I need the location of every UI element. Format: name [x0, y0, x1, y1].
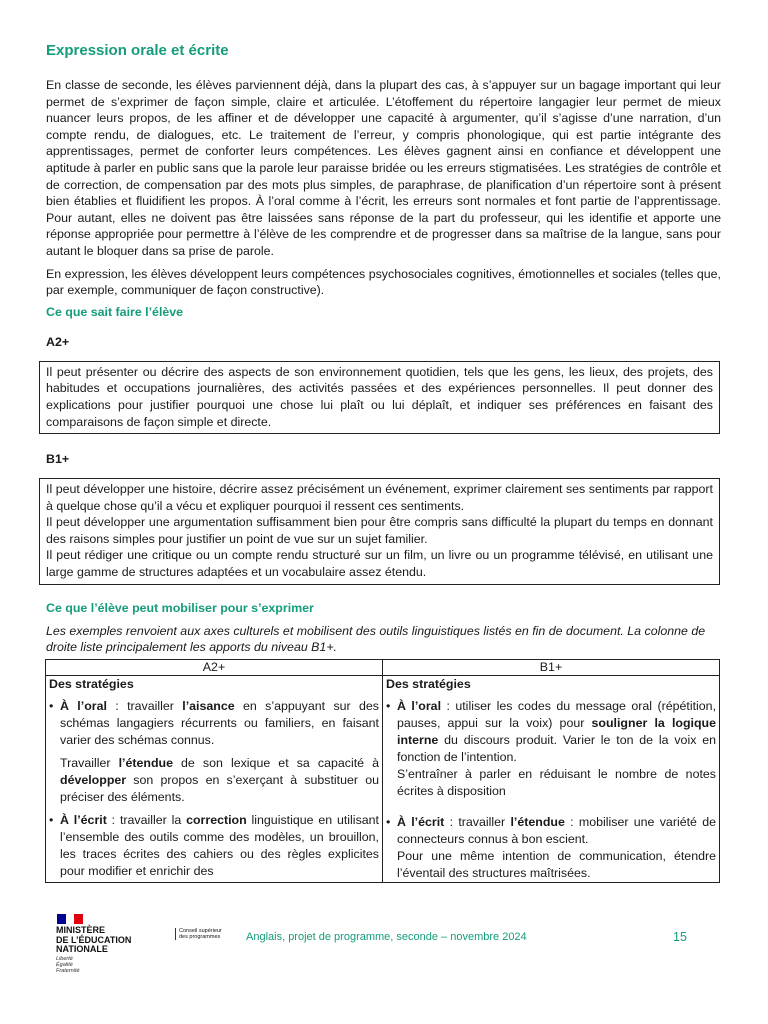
list-item-detail: Travailler l’étendue de son lexique et sa capacité à développer son propos en s’exerçant à substituer ou préciser des éléments.: [60, 755, 379, 804]
descriptor-box-a2: [39, 361, 720, 434]
bullet-icon: •: [49, 698, 54, 713]
ministry-logo-text: MINISTÈRE DE L’ÉDUCATION NATIONALE: [56, 925, 132, 954]
strategies-table: [45, 659, 720, 883]
intro-paragraph-1: En classe de seconde, les élèves parviennent déjà, dans la plupart des cas, à s’appuyer sur un bagage important qui leur permet de s’exprimer de façon simple, claire et articulée. L’étoffement du répertoire langagier leur permet de mieux nuancer leurs propos, de les affiner et de développer une capacité à argumenter, qu’il s’agisse d’une narration, d’un compte rendu, de dialogues, etc. Le traitement de l’erreur, y compris phonologique, qui est partie intégrante des apprentissages, permet de conforter leurs compétences. Les élèves gagnent ainsi en confiance et développent une aptitude à parler en public sans que la parole leur paraisse bridée ou les erreurs stigmatisées. Les stratégies de contrôle et de correction, de compensation par des mots plus simples, de paraphrase, de planification d’un répertoire sont à présent bien établies et fluidifient les propos. À l’oral comme à l’écrit, les erreurs sont normales et font partie de l’apprentissage. Pour autant, elles ne doivent pas être laissées sans réponse de la part du professeur, qui les identifie et apporte une réponse appropriée pour permettre à l’élève de les comprendre et de progresser dans sa maîtrise de la langue, sans pour autant le bloquer dans sa prise de parole.: [46, 78, 721, 258]
descriptor-box-b1: [39, 478, 720, 585]
footer-title: Anglais, projet de programme, seconde – novembre 2024: [246, 931, 527, 943]
bullet-icon: •: [386, 814, 391, 829]
subsection-title-resources: Ce que l’élève peut mobiliser pour s’exprimer: [46, 600, 314, 615]
marianne-flag-icon: [57, 914, 83, 924]
descriptor-line: Il peut développer une argumentation suffisamment bien pour être compris sans difficulté la plupart du temps en donnant des raisons simples pour justifier un point de vue sur un sujet familier.: [46, 515, 713, 546]
list-item: • À l’oral : travailler l’aisance en s’appuyant sur des schémas langagiers récurrents ou familiers, en faisant varier des schémas connus.: [49, 698, 379, 747]
descriptor-text-a2: Il peut présenter ou décrire des aspects de son environnement quotidien, tels que les gens, les lieux, des projets, des habitudes et occupations journalières, des activités passées et des expériences personnelles. Il peut donner des explications pour justifier pourquoi une chose lui plaît ou lui déplaît, et indiquer ses préférences en faisant des comparaisons de façon simple et directe.: [46, 364, 713, 429]
table-cell-b1: [383, 675, 720, 882]
strategies-label: Des stratégies: [386, 676, 471, 691]
bullet-icon: •: [49, 812, 54, 827]
section-heading: Expression orale et écrite: [46, 42, 229, 59]
list-item: • À l’oral : utiliser les codes du message oral (répétition, pauses, appui sur la voix) pour souligner la logique interne du discours produit. Varier le ton de la voix en fonction de l’intention.: [386, 698, 717, 764]
strategies-label: Des stratégies: [49, 676, 134, 691]
list-item: • À l’écrit : travailler l’étendue : mobiliser une variété de connecteurs connus à bon escient.: [386, 814, 716, 846]
descriptor-line: Il peut rédiger une critique ou un compte rendu structuré sur un film, un livre ou un programme télévisé, en utilisant une large gamme de structures adaptées et un vocabulaire assez étendu.: [46, 548, 713, 580]
csp-logo: Conseil supérieur des programmes: [175, 928, 222, 940]
descriptor-line: Il peut développer une histoire, décrire assez précisément un événement, exprimer clairement ses sentiments par rapport à quelque chose qu’il a vécu et expliquer pourquoi il ressent ces sentiments.: [46, 482, 713, 513]
subsection-title-skills: Ce que sait faire l’élève: [46, 304, 184, 319]
page-content: [46, 42, 721, 883]
list-item-detail: Pour une même intention de communication, étendre l’éventail des structures maîtrisées.: [397, 848, 716, 880]
level-label-a2: A2+: [46, 334, 70, 349]
resources-intro: Les exemples renvoient aux axes culturels et mobilisent des outils linguistiques listés en fin de document. La colonne de droite liste principalement les apports du niveau B1+.: [46, 623, 706, 655]
table-header-b1: B1+: [383, 659, 720, 675]
republic-motto: Liberté Égalité Fraternité: [56, 956, 80, 974]
bullet-icon: •: [386, 698, 391, 713]
page-number: 15: [673, 930, 687, 944]
list-item-detail: S’entraîner à parler en réduisant le nombre de notes écrites à disposition: [397, 766, 716, 798]
level-label-b1: B1+: [46, 452, 70, 467]
list-item: • À l’écrit : travailler la correction linguistique en utilisant l’ensemble des outils comme des modèles, un brouillon, les traces écrites des cahiers ou des règles explicites pour modifier et enrichir des: [49, 812, 379, 878]
table-cell-a2: [46, 675, 383, 882]
page-footer: [52, 908, 722, 978]
intro-paragraph-2: En expression, les élèves développent leurs compétences psychosociales cognitives, émotionnelles et sociales (telles que, par exemple, communiquer de façon constructive).: [46, 266, 721, 298]
table-header-a2: A2+: [46, 659, 383, 675]
